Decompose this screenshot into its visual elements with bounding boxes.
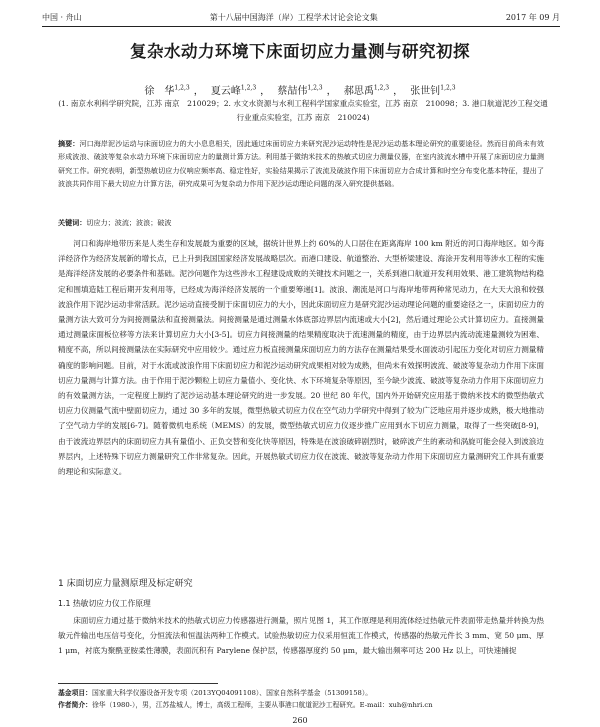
author: 郝思禹$^{1,2,3}$ — [343, 84, 390, 97]
footnotes — [58, 687, 544, 711]
abstract-label: 摘要： — [58, 139, 80, 148]
funding-note: 基金项目：国家重大科学仪器设备开发专项（2013YQ04091108）、国家自然科学基金（51309158）。 — [58, 689, 373, 697]
subsection-paragraph: 床面切应力通过基于微纳米技术的热敏式切应力传感器进行测量，照片见图 1，其工作原理是利用流体经过热敏元件表面带走热量并转换为热敏元件输出电压信号变化，分恒流法和恒温法两种工作模式。试验热敏切应力仪采用恒流工作模式，传感器的热敏元件长 3 mm、宽 50 μm、厚 1 μm，衬底为聚酰亚胺柔性薄膜，表面沉积有 Parylene 保护层，传感器厚度约 50 μm，最大输出频率可达 200 Hz 以上，可快速捕捉 — [58, 616, 544, 655]
author: 徐 华$^{1,2,3}$ — [144, 84, 190, 97]
header-date: 2017 年 09 月 — [505, 13, 560, 22]
running-header — [42, 12, 560, 27]
keywords-text: 切应力；波流；波浪；破波 — [86, 218, 172, 227]
abstract — [58, 137, 544, 191]
page-number: 260 — [292, 716, 308, 725]
keywords-label: 关键词： — [58, 218, 87, 227]
author: 蔡喆伟$^{1,2,3}$ — [277, 84, 323, 97]
header-location: 中国 · 舟山 — [42, 13, 82, 22]
abstract-text: 河口海岸泥沙运动与床面切应力的大小息息相关，因此通过床面切应力来研究泥沙运动特性是泥沙运动基本理论研究的重要途径。然而目前尚未有效形成波浪、破波等复杂水动力环境下床面切应力的量测计算方法。利用基于微纳米技术的热敏式切应力测量仪器，在室内波流水槽中开展了床面切应力量测研究工作。研究表明，新型热敏切应力仪响应频率高、稳定性好，实验结果揭示了波流及破波作用下床面切应力合成计算和时空分布变化基本特征，提出了波浪共同作用下最大切应力计算方法，研究成果可为复杂动力作用下泥沙运动理论问题的深入研究提供基础。 — [58, 139, 545, 189]
author-bio-note: 作者简介：徐华（1980-），男，江苏盐城人，博士，高级工程师，主要从事港口航道泥沙工程研究。E-mail：xuh@nhri.cn — [58, 701, 433, 709]
header-proceedings: 第十八届中国海洋（岸）工程学术讨论会论文集 — [209, 13, 378, 22]
author: 张世钊$^{1,2,3}$ — [410, 84, 456, 97]
subsection-body — [58, 613, 544, 658]
author-list: 徐 华$^{1,2,3}$ ， 夏云峰$^{1,2,3}$ ， 蔡喆伟$^{1,2,3}$ ， 郝思禹$^{1,2,3}$ ， 张世钊$^{1,2,3}$ — [144, 84, 456, 97]
introduction — [58, 236, 544, 479]
section-heading: 1 床面切应力量测原理及标定研究 — [58, 579, 193, 589]
author: 夏云峰$^{1,2,3}$ — [210, 84, 257, 97]
subsection-heading: 1.1 热敏切应力仪工作原理 — [58, 599, 151, 608]
footnote-divider — [58, 683, 218, 684]
keywords — [58, 218, 544, 228]
paper-title: 复杂水动力环境下床面切应力量测与研究初探 — [130, 42, 470, 61]
intro-paragraph: 河口和海岸地带历来是人类生存和发展最为重要的区域，据统计世界上约 60%的人口居住在距离海岸 100 km 附近的河口海岸地区。如今海洋经济作为经济发展新的增长点，已上升到我国国家经济发展战略层次。而港口建设、航道整治、大型桥梁建设、海涂开发利用等涉水工程的实施是海洋经济发展的必要条件和基础。泥沙问题作为这些涉水工程建设成败的关键技术问题之一，关系到港口航道开发利用效果、港工建筑物结构稳定和围填造陆工程后期开发利用等，已经成为海洋经济发展的一个重要筹递[1]。波浪、潮流是河口与海岸地带两种常见动力，在大天大浪和较强波浪作用下泥沙运动非常活跃。泥沙运动直接受制于床面切应力的大小，因此床面切应力是研究泥沙运动理论问题的重要途径之一，床面切应力的量测方法大致可分为间接测量法和直接测量法。间接测量是通过测量水体底部边界层内流速或大小[2]，然后通过理论公式计算切应力。直接测量通过测量床面板位移等方法来计算切应力大小[3-5]。切应力间接测量的结果精度取决于流速测量的精度，由于边界层内流动流速量测较为困难、精度不高，所以间接测量法在实际研究中应用较少。通过应力板直接测量床面切应力的方法存在测量结果受水面波动引起压力变化对切应力测量精确度的影响问题。目前，对于水流或波浪作用下床面切应力和泥沙运动研究成果相对较为成熟，但尚未有效探明波流、破波等复杂动力作用下床面切应力量测与计算方法。由于作用于泥沙颗粒上切应力量值小、变化快、水下环境复杂等原因，至今缺少波流、破波等复杂动力作用下床面切应力的有效量测方法，一定程度上制约了泥沙运动基本理论研究的进一步发展。20 世纪 80 年代，国内外开始研究应用基于微纳米技术的微型热敏式切应力仪测量气流中壁面切应力，通过 30 多年的发展，微型热敏式切应力仪在空气动力学研究中得到了较为广泛地应用并逐步成熟，极大地推动了空气动力学的发展[6-7]。随着微机电系统（MEMS）的发展，微型热敏式切应力仪逐步推广应用到水下切应力测量，取得了一些突破[8-9]，由于波流边界层内的床面切应力具有量值小、正负交替和变化快等原因，特殊是在波浪破碎剧烈时，破碎波产生的紊动和涡旋可能会侵入到波浪边界层内，上述特殊下切应力测量研究工作非常复杂。因此，开展热敏式切应力仪在波流、破波等复杂动力作用下床面切应力量测研究工作具有重要的理论和实际意义。 — [58, 239, 544, 477]
affiliations: (1. 南京水利科学研究院，江苏 南京 210029；2. 水文水资源与水利工程科学国家重点实验室，江苏 南京 210098；3. 港口航道泥沙工程交通行业重点实验室，江苏 南京 210024) — [58, 99, 548, 122]
